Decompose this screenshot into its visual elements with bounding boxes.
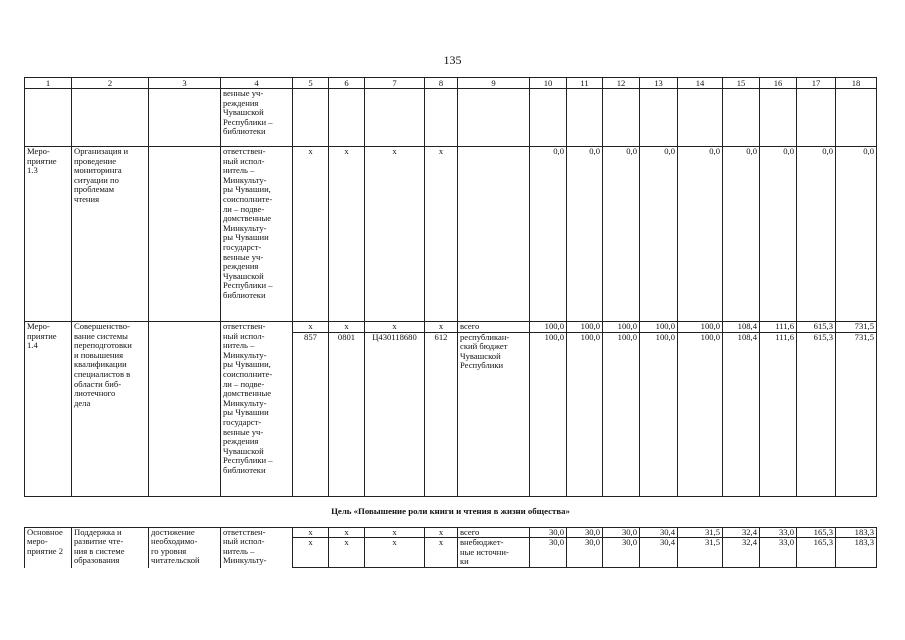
activity-name-cell: Поддержка и развитие чте- ния в системе образования — [72, 527, 149, 568]
header-row — [25, 78, 877, 89]
value-cell: 30,4 — [640, 538, 678, 568]
value-cell: 33,0 — [760, 538, 797, 568]
value-cell: 30,0 — [567, 527, 603, 538]
value-cell: 30,0 — [567, 538, 603, 568]
value-cell: 32,4 — [723, 527, 760, 538]
header-cell: 12 — [603, 78, 640, 89]
header-cell: 18 — [836, 78, 877, 89]
activity-name-cell: Совершенство- вание системы переподготовки и повышения квалификации специалистов в области биб- лиотечного дела — [72, 322, 149, 497]
header-cell: 17 — [797, 78, 836, 89]
value-cell: 165,3 — [797, 538, 836, 568]
header-cell: 8 — [425, 78, 458, 89]
value-cell: 0,0 — [760, 147, 797, 322]
activity-id-cell: Меро- приятие 1.3 — [25, 147, 72, 322]
source-cell: республикан- ский бюджет Чувашской Республики — [458, 332, 530, 496]
code-cell: Ц430118680 — [365, 332, 425, 496]
goal-row — [25, 496, 877, 527]
code-cell: x — [425, 527, 458, 538]
header-cell: 2 — [72, 78, 149, 89]
header-cell: 14 — [678, 78, 723, 89]
value-cell: 30,4 — [640, 527, 678, 538]
value-cell: 100,0 — [640, 332, 678, 496]
value-cell: 0,0 — [567, 147, 603, 322]
value-cell: 100,0 — [603, 322, 640, 333]
source-cell — [458, 147, 530, 322]
header-cell: 10 — [530, 78, 567, 89]
value-cell: 615,3 — [797, 322, 836, 333]
code-cell: 612 — [425, 332, 458, 496]
value-cell: 111,6 — [760, 332, 797, 496]
header-cell: 5 — [293, 78, 329, 89]
header-cell: 13 — [640, 78, 678, 89]
value-cell: 731,5 — [836, 332, 877, 496]
code-cell: x — [425, 322, 458, 333]
activity-id-cell: Основное меро- приятие 2 — [25, 527, 72, 568]
header-cell: 4 — [221, 78, 293, 89]
source-cell: всего — [458, 527, 530, 538]
value-cell: 31,5 — [678, 538, 723, 568]
value-cell: 183,3 — [836, 538, 877, 568]
code-cell: x — [293, 527, 329, 538]
header-cell: 7 — [365, 78, 425, 89]
executor-cell: ответствен- ный испол- нитель – Минкульту- ры Чувашии, соисполните- ли – подве- домственные Минкульту- ры Чувашии государст- венные уч- реждения Чувашской Республики – библиотеки — [221, 322, 293, 497]
goal-title: Цель «Повышение роли книги и чтения в жизни общества» — [25, 496, 877, 527]
executor-cell: ответствен- ный испол- нитель – Минкульту- ры Чувашии, соисполните- ли – подве- домственные Минкульту- ры Чувашии государст- венные уч- реждения Чувашской Республики – библиотеки — [221, 147, 293, 322]
code-cell: x — [365, 527, 425, 538]
code-cell: x — [329, 322, 365, 333]
header-cell: 3 — [149, 78, 221, 89]
executor-cell: венные уч- реждения Чувашской Республики – библиотеки — [221, 89, 293, 147]
target-indicator-cell: достижение необходимо- го уровня читательской — [149, 527, 221, 568]
table-row — [25, 322, 877, 333]
value-cell: 30,0 — [530, 527, 567, 538]
code-cell: x — [365, 322, 425, 333]
code-cell: x — [293, 147, 329, 322]
value-cell: 0,0 — [640, 147, 678, 322]
value-cell: 165,3 — [797, 527, 836, 538]
value-cell: 731,5 — [836, 322, 877, 333]
code-cell: x — [329, 538, 365, 568]
code-cell: x — [365, 538, 425, 568]
value-cell: 100,0 — [530, 322, 567, 333]
value-cell: 100,0 — [640, 322, 678, 333]
activity-name-cell: Организация и проведение мониторинга ситуации по проблемам чтения — [72, 147, 149, 322]
table-row — [25, 527, 877, 538]
source-cell: внебюджет- ные источни- ки — [458, 538, 530, 568]
value-cell: 100,0 — [603, 332, 640, 496]
header-cell: 15 — [723, 78, 760, 89]
value-cell: 100,0 — [567, 332, 603, 496]
code-cell: x — [293, 322, 329, 333]
value-cell: 0,0 — [723, 147, 760, 322]
code-cell: x — [329, 147, 365, 322]
value-cell: 0,0 — [797, 147, 836, 322]
header-cell: 9 — [458, 78, 530, 89]
value-cell: 108,4 — [723, 332, 760, 496]
value-cell: 615,3 — [797, 332, 836, 496]
value-cell: 111,6 — [760, 322, 797, 333]
value-cell: 33,0 — [760, 527, 797, 538]
page-number: 135 — [443, 53, 462, 67]
header-cell: 6 — [329, 78, 365, 89]
program-budget-table — [24, 77, 877, 568]
value-cell: 31,5 — [678, 527, 723, 538]
code-cell: 0801 — [329, 332, 365, 496]
value-cell: 0,0 — [603, 147, 640, 322]
executor-cell: ответствен- ный испол- нитель – Минкульту- — [221, 527, 293, 568]
value-cell: 183,3 — [836, 527, 877, 538]
value-cell: 32,4 — [723, 538, 760, 568]
value-cell: 108,4 — [723, 322, 760, 333]
header-cell: 1 — [25, 78, 72, 89]
value-cell: 0,0 — [530, 147, 567, 322]
table-row — [25, 147, 877, 322]
value-cell: 100,0 — [530, 332, 567, 496]
value-cell: 0,0 — [678, 147, 723, 322]
value-cell: 100,0 — [567, 322, 603, 333]
code-cell: x — [425, 147, 458, 322]
header-cell: 16 — [760, 78, 797, 89]
value-cell: 30,0 — [603, 538, 640, 568]
activity-id-cell: Меро- приятие 1.4 — [25, 322, 72, 497]
code-cell: 857 — [293, 332, 329, 496]
value-cell: 0,0 — [836, 147, 877, 322]
source-cell: всего — [458, 322, 530, 333]
value-cell: 100,0 — [678, 332, 723, 496]
code-cell: x — [293, 538, 329, 568]
value-cell: 100,0 — [678, 322, 723, 333]
header-cell: 11 — [567, 78, 603, 89]
value-cell: 30,0 — [530, 538, 567, 568]
code-cell: x — [365, 147, 425, 322]
code-cell: x — [329, 527, 365, 538]
table-row — [25, 89, 877, 147]
value-cell: 30,0 — [603, 527, 640, 538]
code-cell: x — [425, 538, 458, 568]
